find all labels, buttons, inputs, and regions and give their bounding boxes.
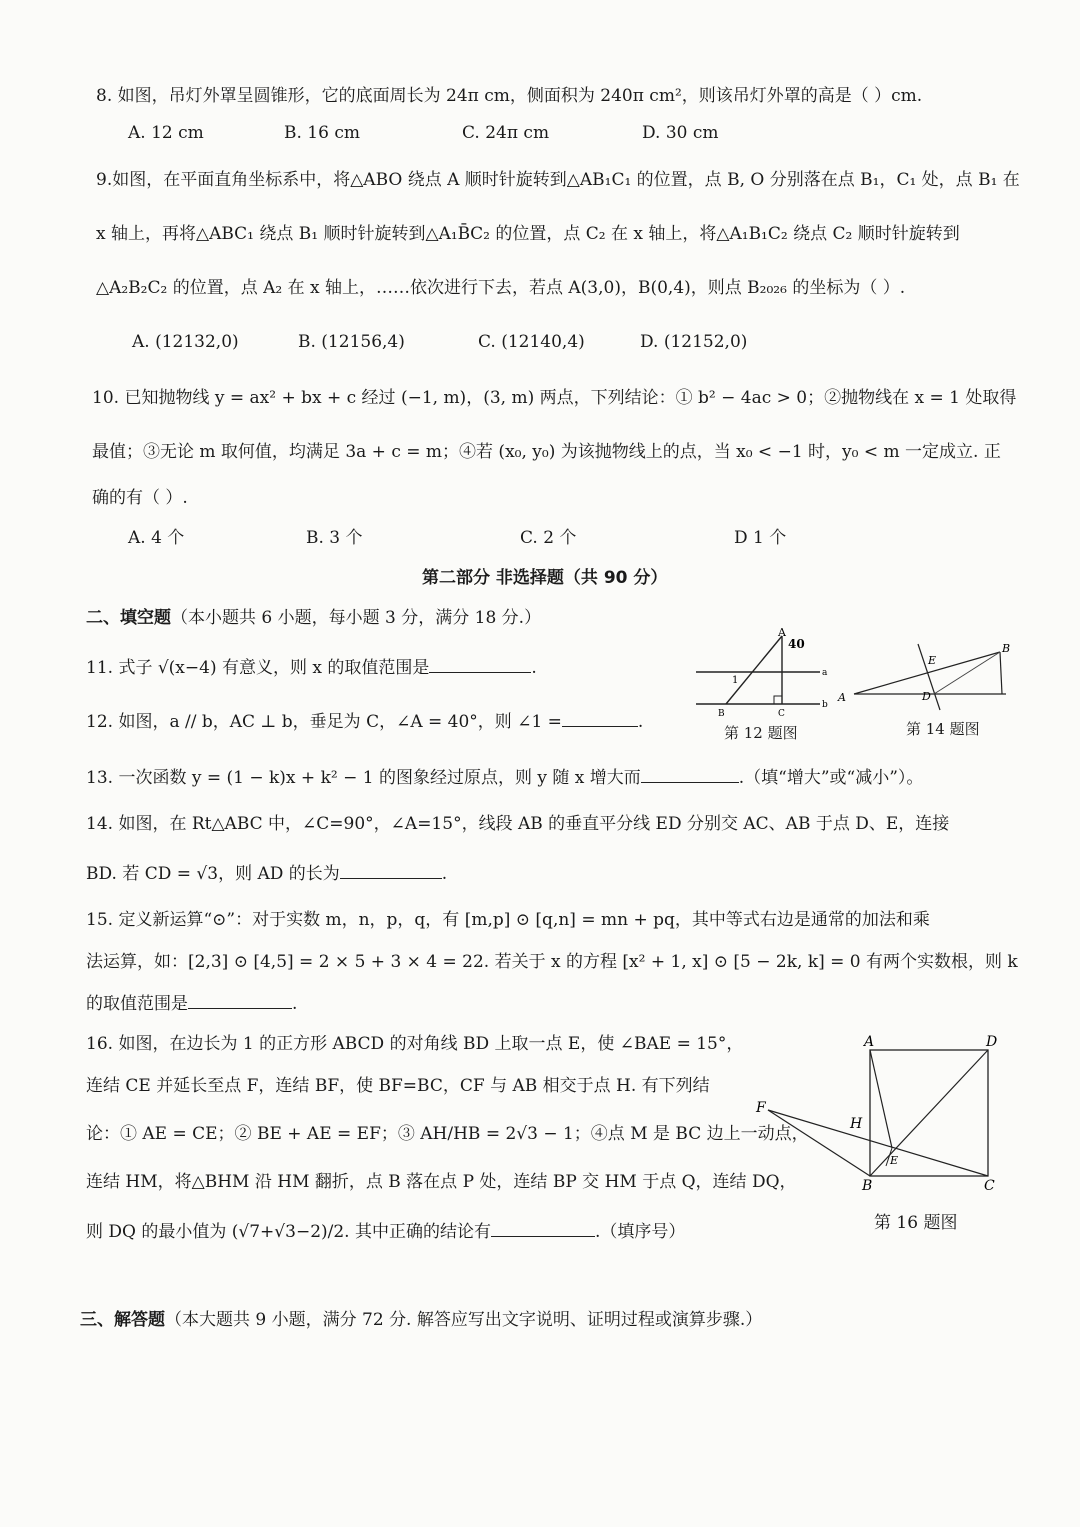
question-9-option-b: B. (12156,4) (298, 332, 405, 352)
question-8-option-b: B. 16 cm (284, 123, 360, 143)
question-10-option-b: B. 3 个 (306, 528, 363, 548)
label-f: F (756, 1100, 766, 1116)
question-16-line-2: 连结 CE 并延长至点 F，连结 BF，使 BF=BC，CF 与 AB 相交于点 H. 有下列结 (86, 1076, 710, 1096)
question-16-line-4: 连结 HM，将△BHM 沿 HM 翻折，点 B 落在点 P 处，连结 BP 交 HM 于点 Q，连结 DQ， (86, 1172, 797, 1192)
label-c-point: C (778, 709, 785, 719)
section-3-header (80, 1308, 762, 1332)
label-a: A (838, 691, 846, 704)
question-14-line-1: 14. 如图，在 Rt△ABC 中，∠C=90°，∠A=15°，线段 AB 的垂直平分线 ED 分别交 AC、AB 于点 D、E，连接 (86, 814, 950, 834)
label-b: B (862, 1178, 873, 1194)
question-13 (86, 764, 923, 790)
label-b-point: B (718, 709, 725, 719)
question-16-end: .（填序号） (595, 1222, 686, 1242)
question-9-option-a: A. (12132,0) (132, 332, 239, 352)
section-3-label: 三、解答题 (80, 1310, 165, 1330)
section-2-desc: （本小题共 6 小题，每小题 3 分，满分 18 分.） (171, 608, 542, 628)
question-8-text: 8. 如图，吊灯外罩呈圆锥形，它的底面周长为 24π cm，侧面积为 240π cm²，则该吊灯外罩的高是（ ）cm. (96, 86, 923, 106)
question-16-line-3: 论：① AE = CE；② BE + AE = EF；③ AH/HB = 2√3 − 1；④点 M 是 BC 边上一动点， (86, 1124, 809, 1144)
question-9-option-c: C. (12140,4) (478, 332, 585, 352)
question-10-line-2: 最值；③无论 m 取何值，均满足 3a + c = m；④若 (x₀, y₀) 为该抛物线上的点，当 x₀ < −1 时，y₀ < m 一定成立. 正 (92, 442, 1001, 462)
figure-16 (750, 1030, 1010, 1196)
question-9-line-1: 9.如图，在平面直角坐标系中，将△ABO 绕点 A 顺时针旋转到△AB₁C₁ 的位置，点 B, O 分别落在点 B₁，C₁ 处，点 B₁ 在 (96, 170, 1020, 190)
question-10-line-1: 10. 已知抛物线 y = ax² + bx + c 经过 (−1, m)，(3, m) 两点，下列结论：① b² − 4ac > 0；②抛物线在 x = 1 处取得 (92, 388, 1017, 408)
question-10-line-3: 确的有（ ）. (92, 488, 188, 508)
figure-14-diagram (836, 638, 1016, 714)
question-9-line-3: △A₂B₂C₂ 的位置，点 A₂ 在 x 轴上，……依次进行下去，若点 A(3,0)，B(0,4)，则点 B₂₀₂₆ 的坐标为（ ）. (96, 278, 906, 298)
question-14-line-2 (86, 860, 447, 886)
label-line-b: b (822, 700, 828, 710)
question-16-answer-blank[interactable] (491, 1218, 595, 1237)
question-8-option-d: D. 30 cm (642, 123, 719, 143)
label-e: E (890, 1154, 899, 1167)
figure-12-caption: 第 12 题图 (724, 724, 798, 742)
figure-14 (836, 638, 1016, 714)
question-14-text: BD. 若 CD = √3，则 AD 的长为 (86, 864, 340, 884)
question-11-answer-blank[interactable] (429, 654, 531, 673)
question-10-option-a: A. 4 个 (128, 528, 185, 548)
label-line-a: a (822, 668, 828, 678)
question-12 (86, 708, 643, 734)
section-2-header (86, 606, 541, 630)
question-15-end: . (292, 994, 298, 1014)
question-15-answer-blank[interactable] (188, 990, 292, 1009)
question-16-line-1: 16. 如图，在边长为 1 的正方形 ABCD 的对角线 BD 上取一点 E，使 ∠BAE = 15°， (86, 1034, 744, 1054)
label-e: E (928, 654, 937, 667)
question-8-option-a: A. 12 cm (128, 123, 204, 143)
label-d: D (986, 1034, 998, 1050)
label-b: B (1002, 642, 1011, 655)
segment-ab (854, 652, 1000, 694)
part-2-title: 第二部分 非选择题（共 90 分） (422, 568, 668, 588)
segment-ae (870, 1050, 892, 1148)
question-10-option-d: D 1 个 (734, 528, 787, 548)
figure-16-diagram (750, 1030, 1010, 1196)
question-15-line-3 (86, 990, 297, 1016)
segment-bd (934, 652, 1000, 694)
question-8-option-c: C. 24π cm (462, 123, 550, 143)
question-10-option-c: C. 2 个 (520, 528, 577, 548)
label-a: A (864, 1034, 875, 1050)
section-3-desc: （本大题共 9 小题，满分 72 分. 解答应写出文字说明、证明过程或演算步骤.） (165, 1310, 763, 1330)
label-angle-1: 1 (732, 675, 739, 686)
figure-14-caption: 第 14 题图 (906, 720, 980, 738)
segment-bc (1000, 652, 1002, 694)
question-12-text: 12. 如图，a // b，AC ⊥ b，垂足为 C，∠A = 40°，则 ∠1 = (86, 712, 562, 732)
segment-fc (768, 1110, 988, 1176)
label-40: 40 (788, 637, 805, 651)
question-12-answer-blank[interactable] (562, 708, 638, 727)
question-9-option-d: D. (12152,0) (640, 332, 748, 352)
diagonal-bd (870, 1050, 988, 1176)
question-11-text: 11. 式子 √(x−4) 有意义，则 x 的取值范围是 (86, 658, 430, 678)
section-2-label: 二、填空题 (86, 608, 171, 628)
figure-12 (692, 628, 832, 724)
figure-16-caption: 第 16 题图 (874, 1213, 958, 1233)
right-angle-mark (774, 696, 782, 704)
question-14-end: . (441, 864, 448, 884)
question-13-end: .（填“增大”或“减小”）。 (738, 768, 924, 788)
question-15-line-2: 法运算，如：[2,3] ⊙ [4,5] = 2 × 5 + 3 × 4 = 22. 若关于 x 的方程 [x² + 1, x] ⊙ [5 − 2k, k] = 0 有两个实数根，则 k (86, 952, 1018, 972)
question-13-answer-blank[interactable] (641, 764, 739, 783)
question-13-text: 13. 一次函数 y = (1 − k)x + k² − 1 的图象经过原点，则 y 随 x 增大而 (86, 768, 641, 788)
label-h: H (850, 1116, 863, 1132)
question-9-line-2: x 轴上，再将△ABC₁ 绕点 B₁ 顺时针旋转到△A₁B̄C₂ 的位置，点 C₂ 在 x 轴上，将△A₁B₁C₂ 绕点 C₂ 顺时针旋转到 (96, 224, 960, 244)
question-15-line-1: 15. 定义新运算“⊙”：对于实数 m，n，p，q，有 [m,p] ⊙ [q,n] = mn + pq，其中等式右边是通常的加法和乘 (86, 910, 930, 930)
question-16-line-5 (86, 1218, 685, 1244)
question-15-text: 的取值范围是 (86, 994, 188, 1014)
label-c: C (984, 1178, 995, 1194)
question-16-text: 则 DQ 的最小值为 (√7+√3−2)/2. 其中正确的结论有 (86, 1222, 491, 1242)
question-12-end: . (637, 712, 644, 732)
segment-ab (726, 636, 782, 704)
label-d: D (922, 690, 931, 703)
label-a-point: A (778, 628, 786, 639)
figure-12-diagram (692, 628, 832, 724)
question-11 (86, 654, 537, 680)
question-14-answer-blank[interactable] (340, 860, 442, 879)
question-11-end: . (531, 658, 537, 678)
